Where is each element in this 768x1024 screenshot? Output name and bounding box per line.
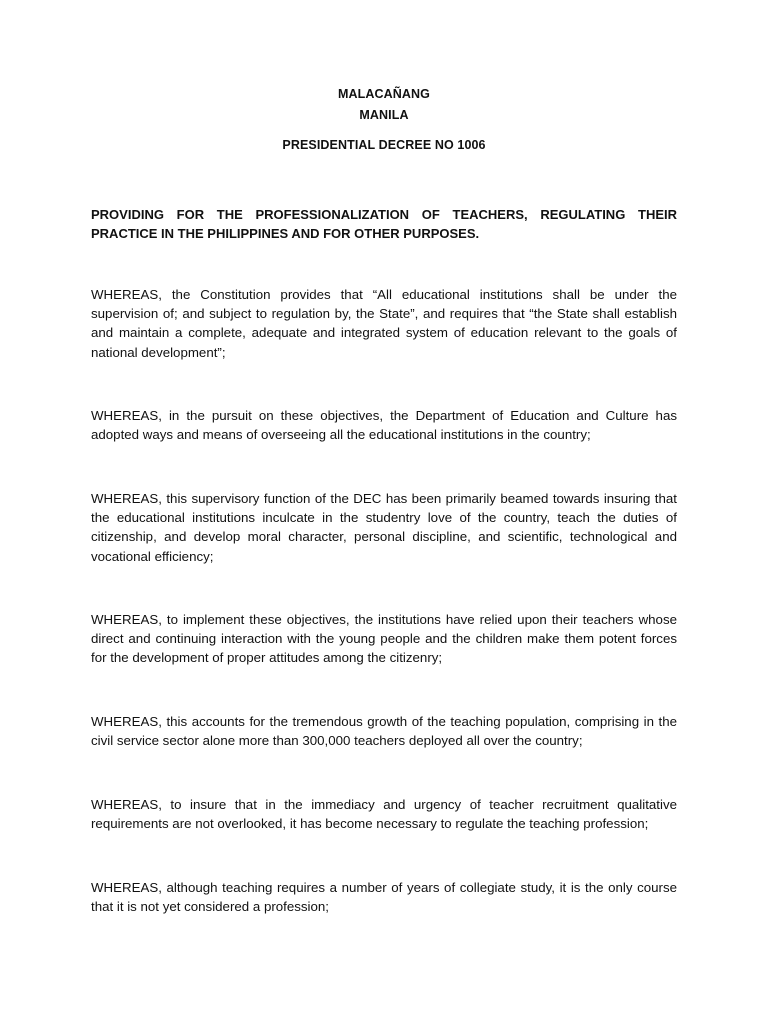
whereas-paragraph-1: WHEREAS, the Constitution provides that “All educational institutions shall be under the supervision of; and subject to regulation by, the State”, and requires that “the State shall establish and maintain a complete, adequate and integrated system of education relevant to the goals of national development”; <box>91 287 677 360</box>
whereas-paragraph-2: WHEREAS, in the pursuit on these objectives, the Department of Education and Culture has adopted ways and means of overseeing all the educational institutions in the country; <box>91 408 677 443</box>
whereas-paragraph-6: WHEREAS, to insure that in the immediacy and urgency of teacher recruitment qualitative requirements are not overlooked, it has become necessary to regulate the teaching profession; <box>91 797 677 832</box>
office-heading: MALACAÑANG <box>338 87 430 101</box>
whereas-paragraph-5: WHEREAS, this accounts for the tremendous growth of the teaching population, comprising in the civil service sector alone more than 300,000 teachers deployed all over the country; <box>91 714 677 749</box>
whereas-paragraph-4: WHEREAS, to implement these objectives, the institutions have relied upon their teachers whose direct and continuing interaction with the young people and the children make them potent forces for the development of proper attitudes among the citizenry; <box>91 612 677 666</box>
decree-number: PRESIDENTIAL DECREE NO 1006 <box>282 138 486 152</box>
decree-title: PROVIDING FOR THE PROFESSIONALIZATION OF TEACHERS, REGULATING THEIR PRACTICE IN THE PHILIPPINES AND FOR OTHER PURPOSES. <box>91 207 677 241</box>
city-heading: MANILA <box>359 108 409 122</box>
whereas-paragraph-3: WHEREAS, this supervisory function of the DEC has been primarily beamed towards insuring that the educational institutions inculcate in the studentry love of the country, teach the duties of citizenship, and develop moral character, personal discipline, and scientific, technological and vocational efficiency; <box>91 491 677 564</box>
whereas-paragraph-7: WHEREAS, although teaching requires a number of years of collegiate study, it is the only course that it is not yet considered a profession; <box>91 880 677 915</box>
